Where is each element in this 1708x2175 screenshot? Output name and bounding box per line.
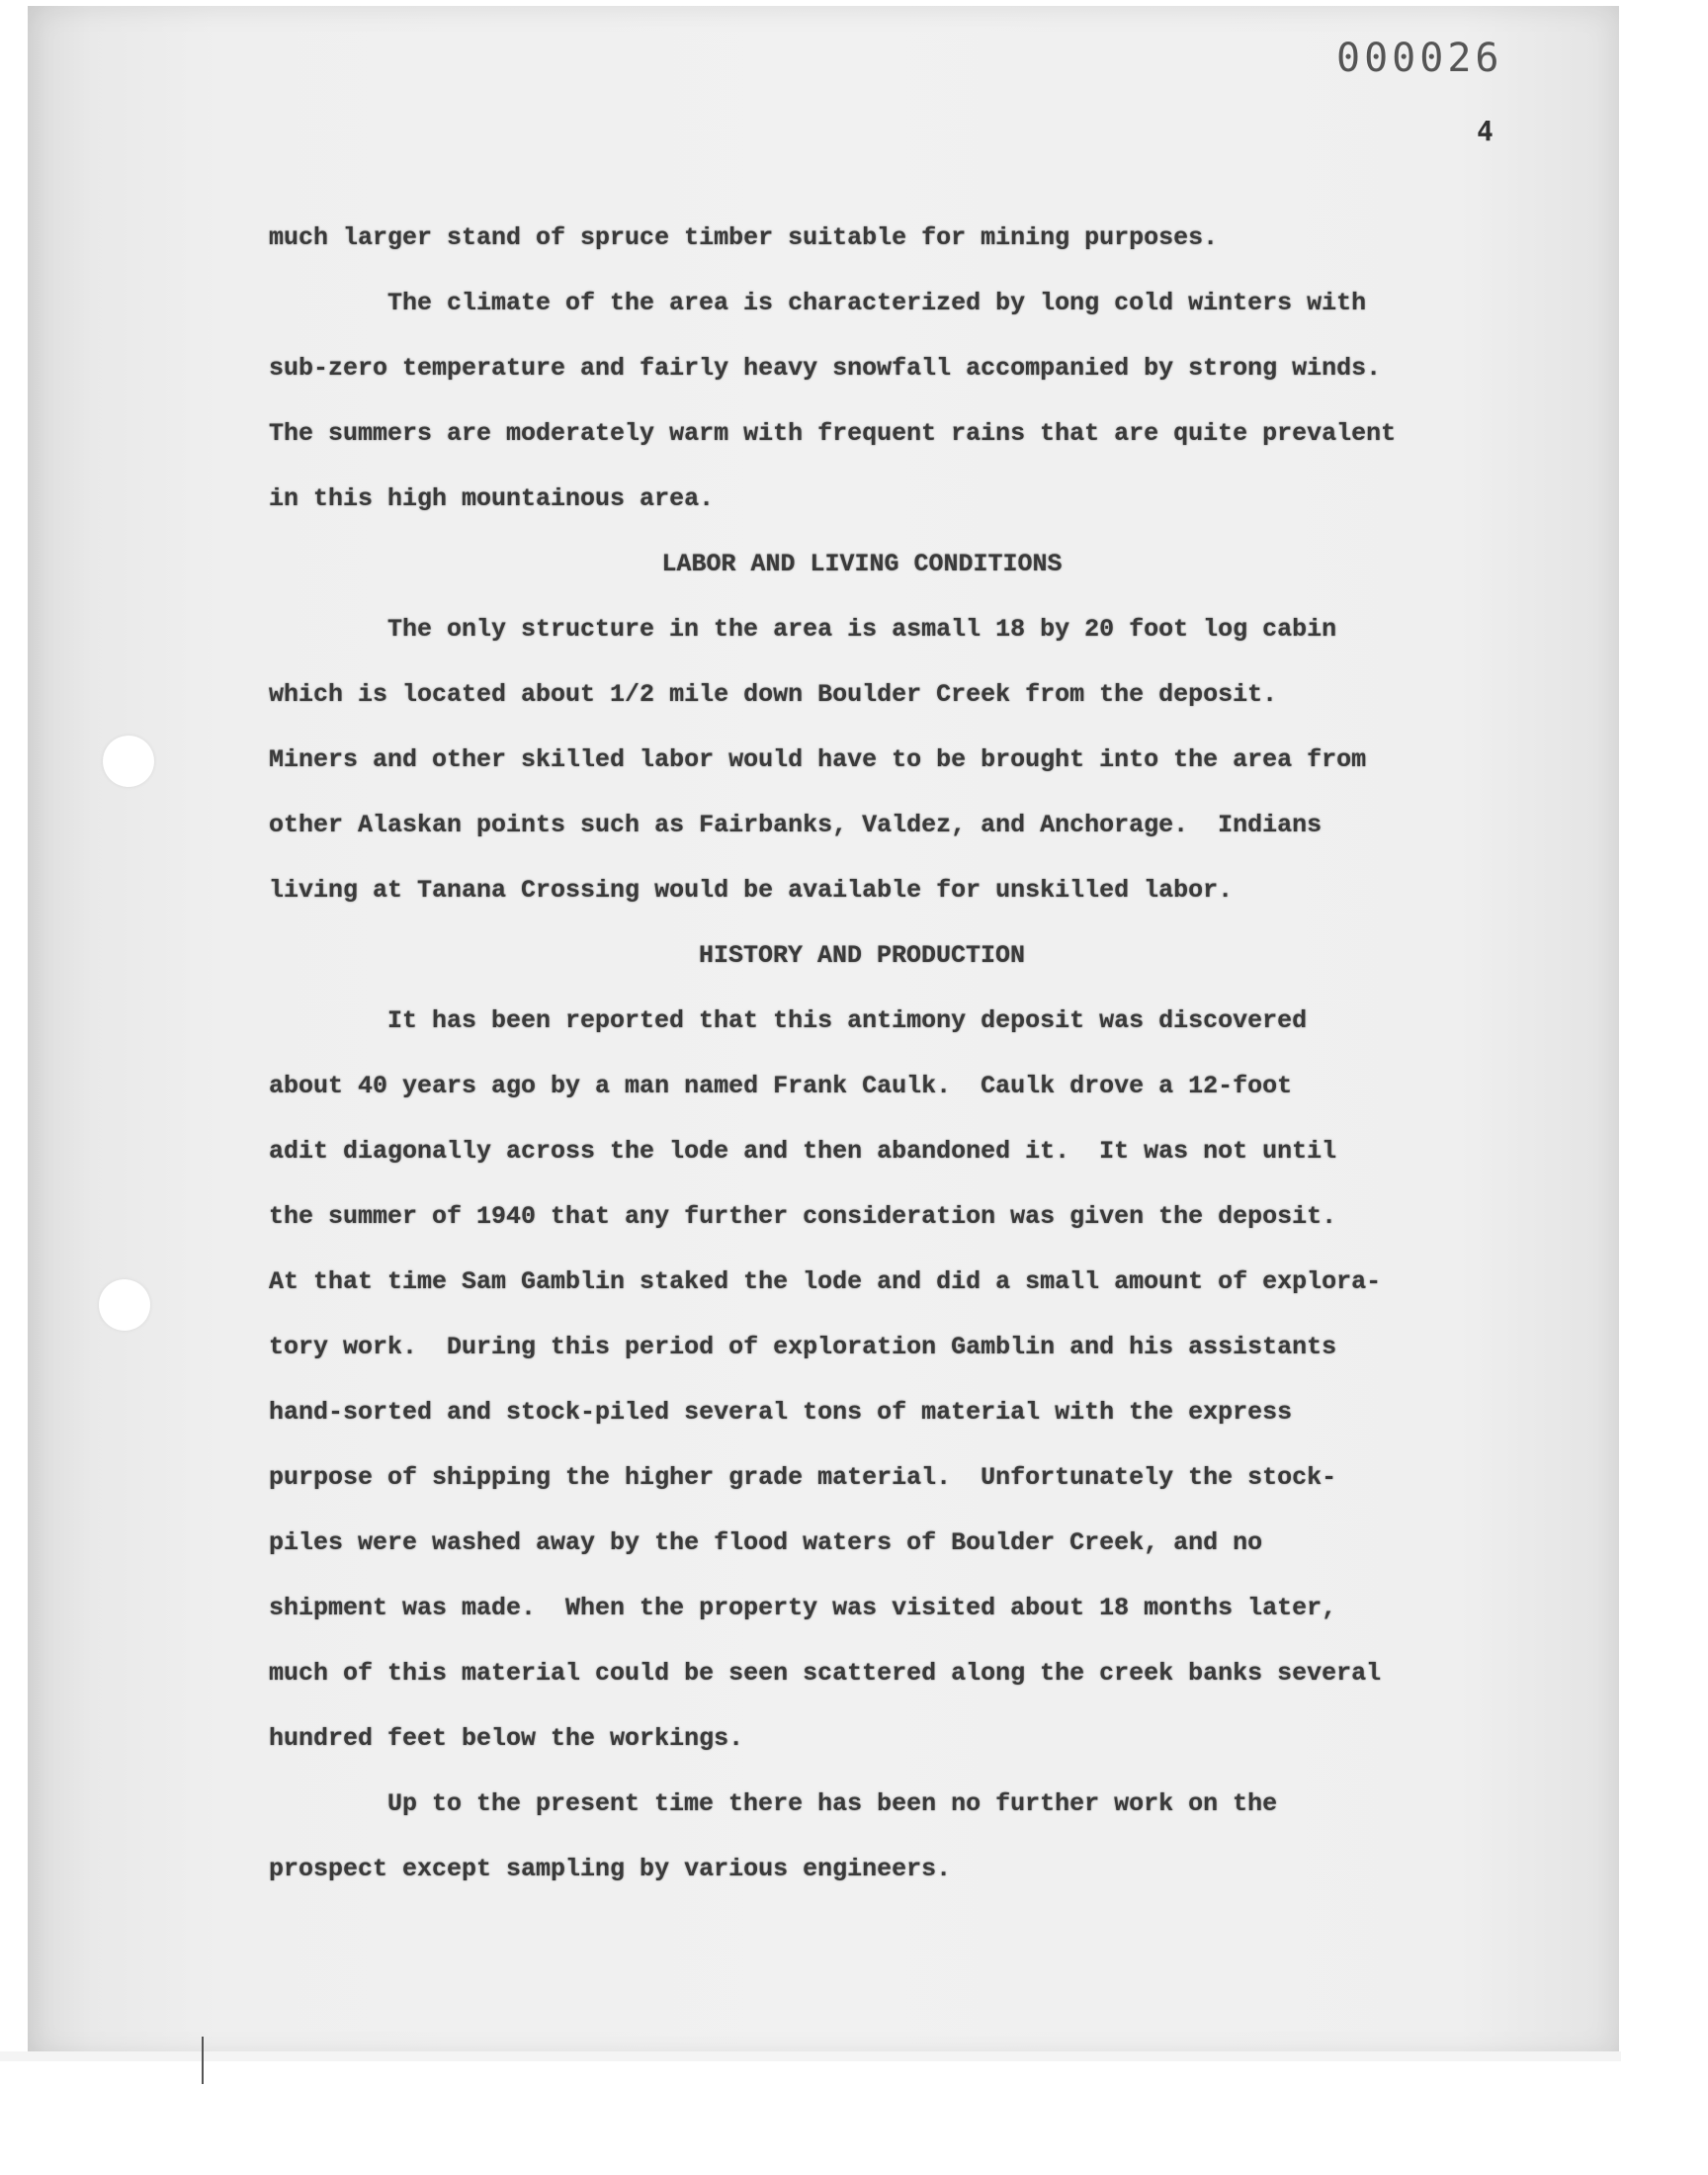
text-line: At that time Sam Gamblin staked the lode and did a small amount of explora-: [269, 1267, 1382, 1296]
section-heading-labor: LABOR AND LIVING CONDITIONS: [661, 550, 1063, 578]
page-bottom-edge: [0, 2051, 1621, 2061]
page-number: 4: [1477, 115, 1494, 147]
text-line: much larger stand of spruce timber suitable for mining purposes.: [269, 223, 1219, 252]
text-line: prospect except sampling by various engineers.: [269, 1855, 952, 1883]
text-line: The summers are moderately warm with frequent rains that are quite prevalent: [269, 419, 1397, 448]
scan-edge-mark: [202, 2037, 204, 2084]
text-line: shipment was made. When the property was visited about 18 months later,: [269, 1594, 1337, 1622]
punch-hole-bottom: [99, 1279, 150, 1331]
text-line: Up to the present time there has been no further work on the: [387, 1789, 1278, 1818]
text-line: the summer of 1940 that any further consideration was given the deposit.: [269, 1202, 1337, 1231]
text-line: The climate of the area is characterized by long cold winters with: [387, 289, 1367, 317]
punch-hole-top: [103, 736, 154, 787]
text-line: tory work. During this period of exploration Gamblin and his assistants: [269, 1333, 1337, 1361]
text-line: It has been reported that this antimony deposit was discovered: [387, 1006, 1308, 1035]
text-line: which is located about 1/2 mile down Boulder Creek from the deposit.: [269, 680, 1278, 709]
text-line: adit diagonally across the lode and then abandoned it. It was not until: [269, 1137, 1337, 1166]
document-number: 000026: [1336, 36, 1503, 81]
text-line: other Alaskan points such as Fairbanks, Valdez, and Anchorage. Indians: [269, 811, 1323, 839]
text-line: Miners and other skilled labor would have to be brought into the area from: [269, 745, 1367, 774]
text-line: piles were washed away by the flood waters of Boulder Creek, and no: [269, 1528, 1263, 1557]
text-line: hand-sorted and stock-piled several tons of material with the express: [269, 1398, 1293, 1427]
text-line: much of this material could be seen scattered along the creek banks several: [269, 1659, 1382, 1688]
text-line: in this high mountainous area.: [269, 484, 715, 513]
text-line: about 40 years ago by a man named Frank Caulk. Caulk drove a 12-foot: [269, 1072, 1293, 1100]
text-line: hundred feet below the workings.: [269, 1724, 744, 1753]
text-line: living at Tanana Crossing would be available for unskilled labor.: [269, 876, 1234, 905]
text-line: The only structure in the area is asmall 18 by 20 foot log cabin: [387, 615, 1337, 644]
section-heading-history: HISTORY AND PRODUCTION: [698, 941, 1026, 970]
text-line: sub-zero temperature and fairly heavy snowfall accompanied by strong winds.: [269, 354, 1382, 383]
document-body: [269, 206, 1544, 1902]
text-line: purpose of shipping the higher grade material. Unfortunately the stock-: [269, 1463, 1337, 1492]
